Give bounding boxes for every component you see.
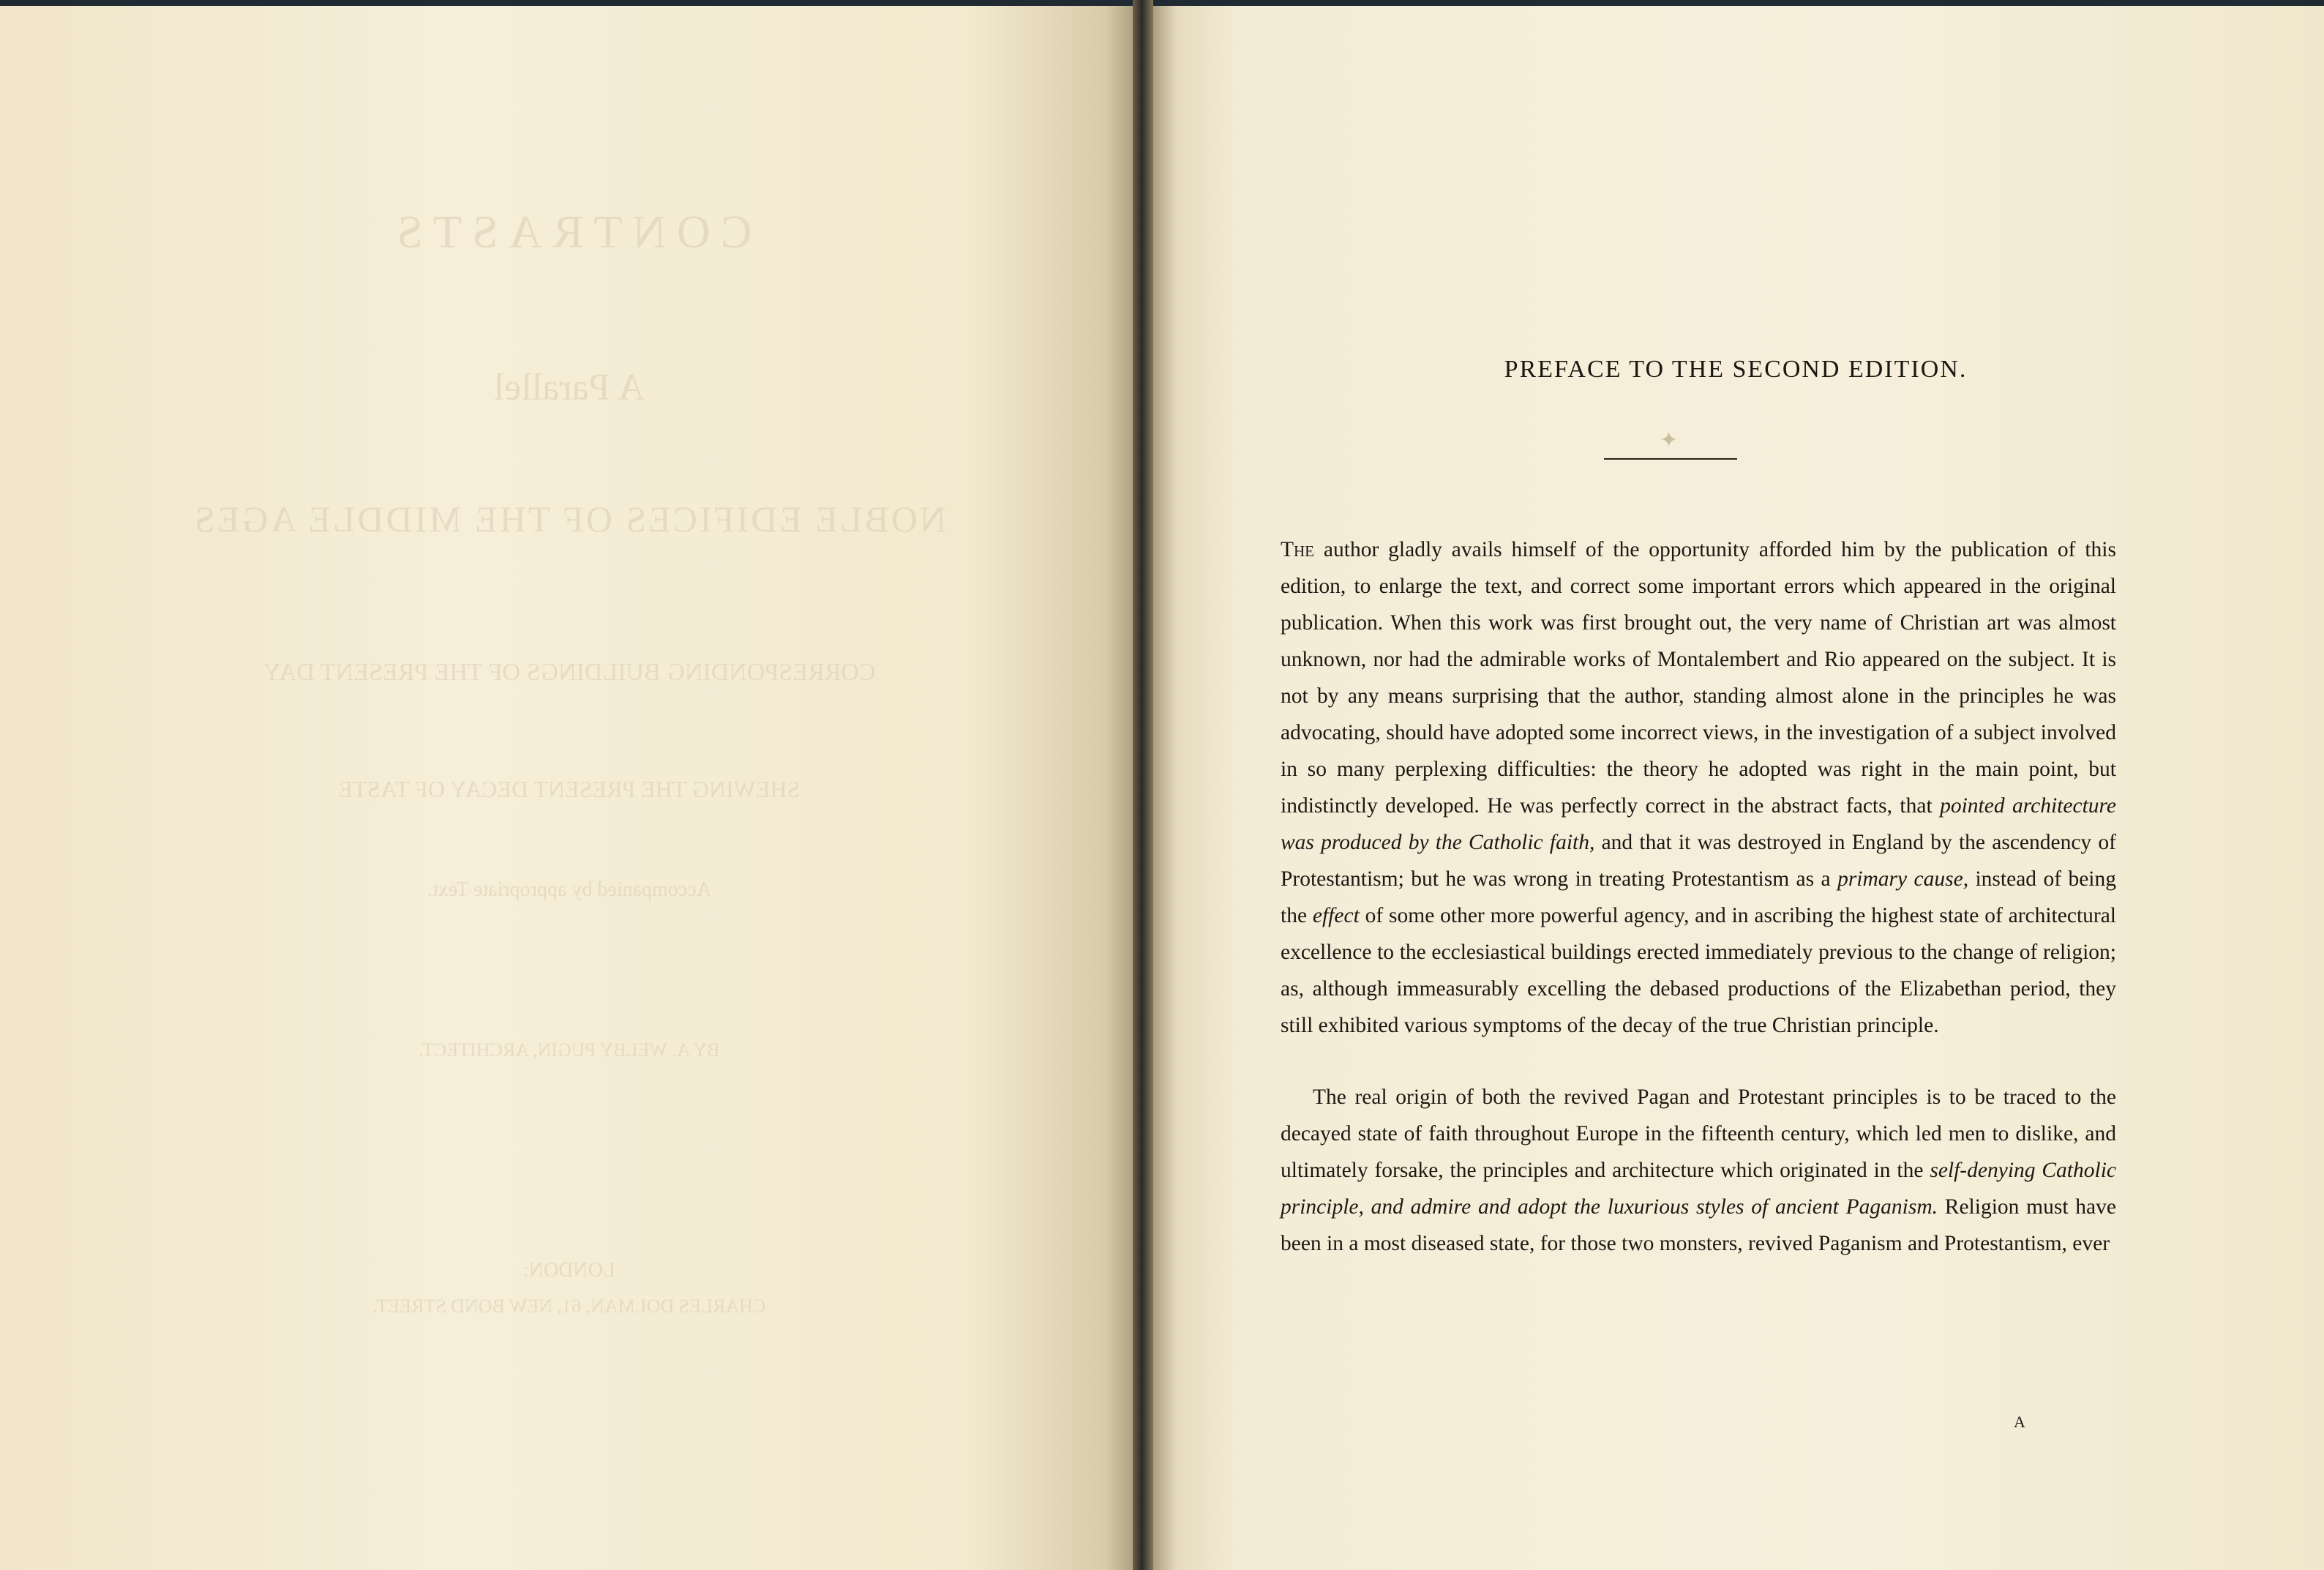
lead-word: The [1281,538,1315,561]
title-rule [1604,458,1737,460]
text-run: The real origin of both the revived Pagan and Protestant principles is to be traced to the decayed state of faith throughout Europe in the fifteenth century, which led men to dislike, and ultimately forsake, the principles and architecture which originated in the [1281,1085,2116,1182]
preface-body [1281,531,2116,1262]
show-through-line: NOBLE EDIFICES OF THE MIDDLE AGES [192,498,947,539]
text-run: of some other more powerful agency, and in ascribing the highest state of architectural excellence to the ecclesiastical buildings erected immediately previous to the change of religion; as, although immeasurably excelling the debased productions of the Elizabethan period, they still exhibited various symptoms of the decay of the true Christian principle. [1281,904,2117,1037]
show-through-line: CORRESPONDING BUILDINGS OF THE PRESENT DAY [263,659,876,686]
signature-mark: A [2014,1413,2026,1431]
show-through-line: LONDON: [523,1259,615,1282]
paragraph-1 [1281,531,2116,1044]
show-through-line: A Parallel [493,367,645,408]
ornament-icon: ✦ [1660,428,1679,452]
italic-run: effect [1312,904,1360,927]
text-run: Religion must have been in a most diseased state, for those two monsters, revived Paganism and Protestantism, ever [1281,1195,2116,1255]
italic-run: primary cause, [1837,867,1969,891]
italic-run: self-denying Catholic principle, and admire and adopt the luxurious styles of ancient Paganism. [1281,1159,2116,1219]
show-through-line: CHARLES DOLMAN, 61, NEW BOND STREET. [372,1296,766,1317]
paragraph-2 [1281,1079,2116,1262]
preface-title: PREFACE TO THE SECOND EDITION. [1504,356,1968,383]
text-run: instead of being the [1281,867,2116,927]
show-through-line: SHEWING THE PRESENT DECAY OF TASTE [338,776,801,802]
show-through-line: BY A. WELBY PUGIN, ARCHITECT. [419,1039,720,1061]
show-through-line: CONTRASTS [386,206,752,258]
show-through-line: Accompanied by appropriate Text. [427,878,711,901]
italic-run: pointed architecture was produced by the Catholic faith, [1281,794,2116,854]
text-run: and that it was destroyed in England by the ascendency of Protestantism; but he was wrong in treating Protestantism as a [1281,831,2116,891]
text-run: author gladly avails himself of the opportunity afforded him by the publication of this edition, to enlarge the text, and correct some important errors which appeared in the original publication. When this work was first brought out, the very name of Christian art was almost unknown, nor had the admirable works of Montalembert and Rio appeared on the subject. It is not by any means surprising that the author, standing almost alone in the principles he was advocating, should have adopted some incorrect views, in the investigation of a subject involved in so many perplexing difficulties: the theory he adopted was right in the main point, but indistinctly developed. He was perfectly correct in the abstract facts, that [1281,538,2116,818]
